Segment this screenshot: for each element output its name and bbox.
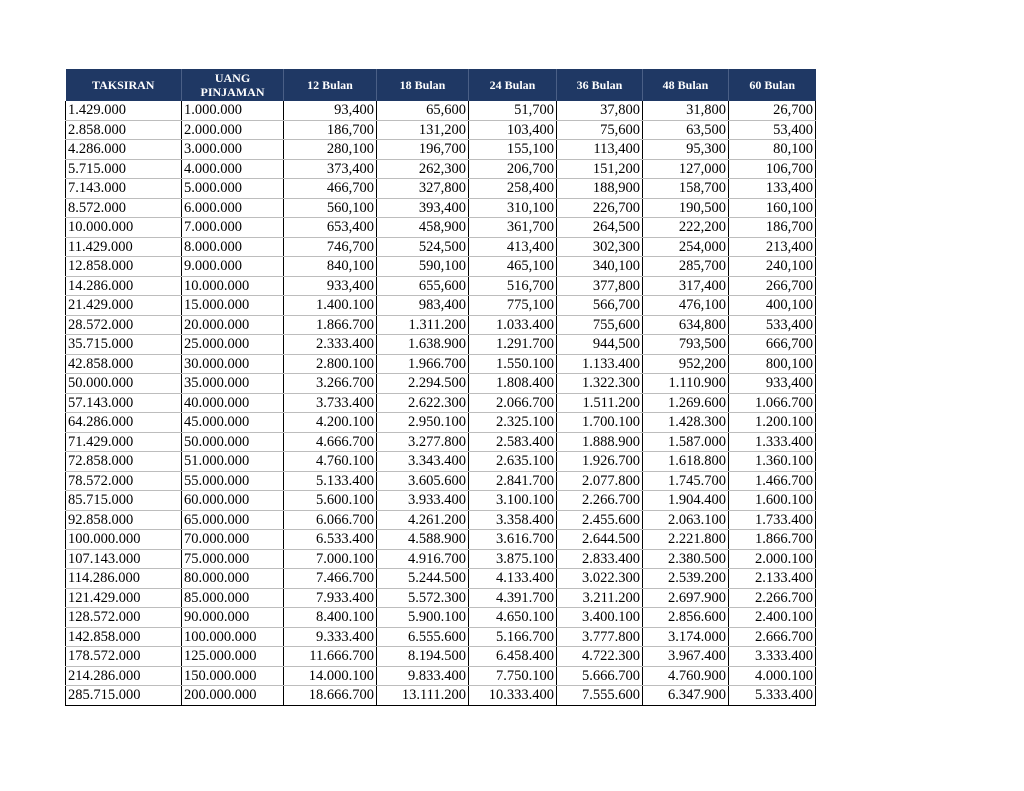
table-row <box>66 159 816 179</box>
cell-48-bulan: 2.539.200 <box>643 569 729 589</box>
table-row <box>66 510 816 530</box>
cell-48-bulan: 190,500 <box>643 198 729 218</box>
header-taksiran: TAKSIRAN <box>66 69 182 101</box>
cell-12-bulan: 2.800.100 <box>284 354 377 374</box>
cell-48-bulan: 2.221.800 <box>643 530 729 550</box>
cell-24-bulan: 1.808.400 <box>469 374 557 394</box>
cell-18-bulan: 196,700 <box>377 140 469 160</box>
cell-60-bulan: 266,700 <box>729 276 816 296</box>
cell-taksiran: 78.572.000 <box>66 471 182 491</box>
cell-24-bulan: 2.841.700 <box>469 471 557 491</box>
cell-12-bulan: 373,400 <box>284 159 377 179</box>
cell-48-bulan: 2.063.100 <box>643 510 729 530</box>
cell-60-bulan: 533,400 <box>729 315 816 335</box>
cell-60-bulan: 800,100 <box>729 354 816 374</box>
cell-taksiran: 21.429.000 <box>66 296 182 316</box>
cell-60-bulan: 133,400 <box>729 179 816 199</box>
cell-48-bulan: 1.428.300 <box>643 413 729 433</box>
cell-48-bulan: 158,700 <box>643 179 729 199</box>
cell-48-bulan: 285,700 <box>643 257 729 277</box>
table-row <box>66 569 816 589</box>
cell-60-bulan: 160,100 <box>729 198 816 218</box>
cell-24-bulan: 10.333.400 <box>469 686 557 706</box>
cell-60-bulan: 933,400 <box>729 374 816 394</box>
cell-24-bulan: 155,100 <box>469 140 557 160</box>
table-row <box>66 491 816 511</box>
cell-60-bulan: 2.133.400 <box>729 569 816 589</box>
cell-48-bulan: 1.618.800 <box>643 452 729 472</box>
cell-18-bulan: 1.966.700 <box>377 354 469 374</box>
cell-taksiran: 92.858.000 <box>66 510 182 530</box>
cell-24-bulan: 361,700 <box>469 218 557 238</box>
table-row <box>66 354 816 374</box>
cell-60-bulan: 2.000.100 <box>729 549 816 569</box>
table-row <box>66 198 816 218</box>
cell-24-bulan: 2.066.700 <box>469 393 557 413</box>
cell-24-bulan: 3.875.100 <box>469 549 557 569</box>
table-row <box>66 452 816 472</box>
cell-12-bulan: 7.466.700 <box>284 569 377 589</box>
table-row <box>66 257 816 277</box>
table-row <box>66 101 816 120</box>
table-row <box>66 315 816 335</box>
cell-60-bulan: 666,700 <box>729 335 816 355</box>
cell-uang-pinjaman: 100.000.000 <box>182 627 284 647</box>
cell-uang-pinjaman: 6.000.000 <box>182 198 284 218</box>
cell-36-bulan: 302,300 <box>557 237 643 257</box>
cell-12-bulan: 746,700 <box>284 237 377 257</box>
cell-18-bulan: 5.244.500 <box>377 569 469 589</box>
cell-18-bulan: 9.833.400 <box>377 666 469 686</box>
cell-taksiran: 10.000.000 <box>66 218 182 238</box>
cell-taksiran: 107.143.000 <box>66 549 182 569</box>
cell-36-bulan: 2.833.400 <box>557 549 643 569</box>
cell-12-bulan: 653,400 <box>284 218 377 238</box>
cell-taksiran: 14.286.000 <box>66 276 182 296</box>
cell-taksiran: 8.572.000 <box>66 198 182 218</box>
cell-uang-pinjaman: 90.000.000 <box>182 608 284 628</box>
cell-12-bulan: 9.333.400 <box>284 627 377 647</box>
cell-18-bulan: 2.294.500 <box>377 374 469 394</box>
cell-uang-pinjaman: 70.000.000 <box>182 530 284 550</box>
table-row <box>66 296 816 316</box>
header-60-bulan: 60 Bulan <box>729 69 816 101</box>
cell-24-bulan: 258,400 <box>469 179 557 199</box>
cell-24-bulan: 4.133.400 <box>469 569 557 589</box>
cell-18-bulan: 1.638.900 <box>377 335 469 355</box>
cell-48-bulan: 31,800 <box>643 101 729 120</box>
cell-36-bulan: 75,600 <box>557 120 643 140</box>
cell-36-bulan: 3.777.800 <box>557 627 643 647</box>
cell-taksiran: 142.858.000 <box>66 627 182 647</box>
cell-24-bulan: 516,700 <box>469 276 557 296</box>
table-row <box>66 237 816 257</box>
cell-48-bulan: 4.760.900 <box>643 666 729 686</box>
cell-48-bulan: 476,100 <box>643 296 729 316</box>
table-row <box>66 647 816 667</box>
cell-taksiran: 178.572.000 <box>66 647 182 667</box>
cell-60-bulan: 186,700 <box>729 218 816 238</box>
table-row <box>66 374 816 394</box>
cell-60-bulan: 1.333.400 <box>729 432 816 452</box>
table-row <box>66 627 816 647</box>
cell-24-bulan: 206,700 <box>469 159 557 179</box>
cell-60-bulan: 213,400 <box>729 237 816 257</box>
cell-uang-pinjaman: 80.000.000 <box>182 569 284 589</box>
cell-60-bulan: 1.360.100 <box>729 452 816 472</box>
cell-36-bulan: 1.511.200 <box>557 393 643 413</box>
cell-taksiran: 72.858.000 <box>66 452 182 472</box>
cell-12-bulan: 6.533.400 <box>284 530 377 550</box>
header-row <box>66 69 816 101</box>
cell-36-bulan: 1.888.900 <box>557 432 643 452</box>
table-row <box>66 686 816 706</box>
cell-24-bulan: 2.635.100 <box>469 452 557 472</box>
cell-36-bulan: 377,800 <box>557 276 643 296</box>
cell-taksiran: 4.286.000 <box>66 140 182 160</box>
cell-24-bulan: 465,100 <box>469 257 557 277</box>
table-row <box>66 218 816 238</box>
cell-60-bulan: 400,100 <box>729 296 816 316</box>
cell-36-bulan: 1.322.300 <box>557 374 643 394</box>
cell-48-bulan: 952,200 <box>643 354 729 374</box>
cell-60-bulan: 1.200.100 <box>729 413 816 433</box>
cell-36-bulan: 264,500 <box>557 218 643 238</box>
cell-taksiran: 1.429.000 <box>66 101 182 120</box>
cell-24-bulan: 51,700 <box>469 101 557 120</box>
cell-60-bulan: 4.000.100 <box>729 666 816 686</box>
cell-48-bulan: 3.967.400 <box>643 647 729 667</box>
cell-36-bulan: 3.022.300 <box>557 569 643 589</box>
cell-12-bulan: 4.666.700 <box>284 432 377 452</box>
cell-uang-pinjaman: 35.000.000 <box>182 374 284 394</box>
cell-12-bulan: 5.600.100 <box>284 491 377 511</box>
cell-36-bulan: 226,700 <box>557 198 643 218</box>
cell-taksiran: 50.000.000 <box>66 374 182 394</box>
cell-24-bulan: 103,400 <box>469 120 557 140</box>
cell-12-bulan: 1.400.100 <box>284 296 377 316</box>
cell-12-bulan: 18.666.700 <box>284 686 377 706</box>
cell-taksiran: 100.000.000 <box>66 530 182 550</box>
cell-18-bulan: 1.311.200 <box>377 315 469 335</box>
cell-18-bulan: 590,100 <box>377 257 469 277</box>
cell-36-bulan: 2.266.700 <box>557 491 643 511</box>
cell-18-bulan: 4.261.200 <box>377 510 469 530</box>
cell-taksiran: 7.143.000 <box>66 179 182 199</box>
cell-12-bulan: 280,100 <box>284 140 377 160</box>
header-uang-pinjaman: UANG PINJAMAN <box>182 69 284 101</box>
header-36-bulan: 36 Bulan <box>557 69 643 101</box>
cell-uang-pinjaman: 60.000.000 <box>182 491 284 511</box>
table-row <box>66 393 816 413</box>
cell-36-bulan: 2.455.600 <box>557 510 643 530</box>
cell-12-bulan: 186,700 <box>284 120 377 140</box>
cell-18-bulan: 3.933.400 <box>377 491 469 511</box>
cell-18-bulan: 655,600 <box>377 276 469 296</box>
cell-12-bulan: 3.266.700 <box>284 374 377 394</box>
cell-36-bulan: 2.644.500 <box>557 530 643 550</box>
cell-36-bulan: 5.666.700 <box>557 666 643 686</box>
cell-36-bulan: 7.555.600 <box>557 686 643 706</box>
cell-12-bulan: 6.066.700 <box>284 510 377 530</box>
cell-36-bulan: 755,600 <box>557 315 643 335</box>
cell-36-bulan: 1.700.100 <box>557 413 643 433</box>
cell-24-bulan: 775,100 <box>469 296 557 316</box>
cell-12-bulan: 2.333.400 <box>284 335 377 355</box>
cell-18-bulan: 327,800 <box>377 179 469 199</box>
cell-taksiran: 5.715.000 <box>66 159 182 179</box>
cell-uang-pinjaman: 3.000.000 <box>182 140 284 160</box>
cell-18-bulan: 262,300 <box>377 159 469 179</box>
cell-uang-pinjaman: 15.000.000 <box>182 296 284 316</box>
cell-12-bulan: 93,400 <box>284 101 377 120</box>
cell-36-bulan: 37,800 <box>557 101 643 120</box>
cell-24-bulan: 3.616.700 <box>469 530 557 550</box>
cell-24-bulan: 6.458.400 <box>469 647 557 667</box>
cell-12-bulan: 1.866.700 <box>284 315 377 335</box>
cell-48-bulan: 793,500 <box>643 335 729 355</box>
cell-uang-pinjaman: 75.000.000 <box>182 549 284 569</box>
cell-taksiran: 12.858.000 <box>66 257 182 277</box>
cell-48-bulan: 317,400 <box>643 276 729 296</box>
table-row <box>66 335 816 355</box>
cell-taksiran: 35.715.000 <box>66 335 182 355</box>
cell-18-bulan: 3.343.400 <box>377 452 469 472</box>
cell-60-bulan: 26,700 <box>729 101 816 120</box>
cell-24-bulan: 2.583.400 <box>469 432 557 452</box>
cell-60-bulan: 240,100 <box>729 257 816 277</box>
cell-uang-pinjaman: 55.000.000 <box>182 471 284 491</box>
cell-taksiran: 57.143.000 <box>66 393 182 413</box>
cell-24-bulan: 1.550.100 <box>469 354 557 374</box>
cell-48-bulan: 634,800 <box>643 315 729 335</box>
cell-24-bulan: 4.391.700 <box>469 588 557 608</box>
loan-sheet <box>65 69 816 706</box>
cell-uang-pinjaman: 20.000.000 <box>182 315 284 335</box>
cell-36-bulan: 188,900 <box>557 179 643 199</box>
cell-12-bulan: 4.200.100 <box>284 413 377 433</box>
table-row <box>66 666 816 686</box>
cell-48-bulan: 1.587.000 <box>643 432 729 452</box>
cell-uang-pinjaman: 125.000.000 <box>182 647 284 667</box>
cell-12-bulan: 11.666.700 <box>284 647 377 667</box>
cell-60-bulan: 2.666.700 <box>729 627 816 647</box>
cell-60-bulan: 53,400 <box>729 120 816 140</box>
cell-60-bulan: 2.400.100 <box>729 608 816 628</box>
cell-18-bulan: 65,600 <box>377 101 469 120</box>
cell-24-bulan: 5.166.700 <box>469 627 557 647</box>
cell-uang-pinjaman: 8.000.000 <box>182 237 284 257</box>
cell-24-bulan: 4.650.100 <box>469 608 557 628</box>
table-row <box>66 471 816 491</box>
cell-taksiran: 71.429.000 <box>66 432 182 452</box>
cell-12-bulan: 933,400 <box>284 276 377 296</box>
cell-taksiran: 85.715.000 <box>66 491 182 511</box>
cell-uang-pinjaman: 150.000.000 <box>182 666 284 686</box>
cell-12-bulan: 840,100 <box>284 257 377 277</box>
cell-taksiran: 42.858.000 <box>66 354 182 374</box>
cell-60-bulan: 5.333.400 <box>729 686 816 706</box>
header-48-bulan: 48 Bulan <box>643 69 729 101</box>
cell-48-bulan: 1.110.900 <box>643 374 729 394</box>
cell-60-bulan: 80,100 <box>729 140 816 160</box>
cell-18-bulan: 6.555.600 <box>377 627 469 647</box>
cell-12-bulan: 8.400.100 <box>284 608 377 628</box>
cell-36-bulan: 3.211.200 <box>557 588 643 608</box>
cell-24-bulan: 1.033.400 <box>469 315 557 335</box>
cell-uang-pinjaman: 2.000.000 <box>182 120 284 140</box>
cell-60-bulan: 3.333.400 <box>729 647 816 667</box>
cell-60-bulan: 1.066.700 <box>729 393 816 413</box>
cell-taksiran: 28.572.000 <box>66 315 182 335</box>
cell-48-bulan: 1.745.700 <box>643 471 729 491</box>
cell-uang-pinjaman: 51.000.000 <box>182 452 284 472</box>
cell-36-bulan: 340,100 <box>557 257 643 277</box>
table-body <box>66 101 816 705</box>
cell-uang-pinjaman: 30.000.000 <box>182 354 284 374</box>
cell-12-bulan: 5.133.400 <box>284 471 377 491</box>
cell-48-bulan: 2.697.900 <box>643 588 729 608</box>
cell-24-bulan: 3.358.400 <box>469 510 557 530</box>
cell-12-bulan: 7.000.100 <box>284 549 377 569</box>
cell-18-bulan: 2.622.300 <box>377 393 469 413</box>
cell-18-bulan: 131,200 <box>377 120 469 140</box>
cell-60-bulan: 1.466.700 <box>729 471 816 491</box>
cell-uang-pinjaman: 7.000.000 <box>182 218 284 238</box>
cell-36-bulan: 4.722.300 <box>557 647 643 667</box>
cell-36-bulan: 566,700 <box>557 296 643 316</box>
table-row <box>66 276 816 296</box>
cell-24-bulan: 1.291.700 <box>469 335 557 355</box>
header-24-bulan: 24 Bulan <box>469 69 557 101</box>
table-row <box>66 413 816 433</box>
cell-12-bulan: 466,700 <box>284 179 377 199</box>
cell-18-bulan: 2.950.100 <box>377 413 469 433</box>
cell-18-bulan: 13.111.200 <box>377 686 469 706</box>
cell-uang-pinjaman: 85.000.000 <box>182 588 284 608</box>
cell-24-bulan: 310,100 <box>469 198 557 218</box>
cell-48-bulan: 95,300 <box>643 140 729 160</box>
cell-taksiran: 64.286.000 <box>66 413 182 433</box>
cell-uang-pinjaman: 9.000.000 <box>182 257 284 277</box>
cell-48-bulan: 254,000 <box>643 237 729 257</box>
cell-48-bulan: 3.174.000 <box>643 627 729 647</box>
cell-18-bulan: 4.916.700 <box>377 549 469 569</box>
cell-36-bulan: 151,200 <box>557 159 643 179</box>
table-row <box>66 432 816 452</box>
cell-12-bulan: 14.000.100 <box>284 666 377 686</box>
cell-taksiran: 114.286.000 <box>66 569 182 589</box>
cell-18-bulan: 3.605.600 <box>377 471 469 491</box>
cell-taksiran: 2.858.000 <box>66 120 182 140</box>
cell-uang-pinjaman: 25.000.000 <box>182 335 284 355</box>
cell-36-bulan: 1.133.400 <box>557 354 643 374</box>
cell-60-bulan: 2.266.700 <box>729 588 816 608</box>
cell-uang-pinjaman: 40.000.000 <box>182 393 284 413</box>
table-row <box>66 140 816 160</box>
cell-48-bulan: 1.269.600 <box>643 393 729 413</box>
cell-taksiran: 11.429.000 <box>66 237 182 257</box>
cell-18-bulan: 3.277.800 <box>377 432 469 452</box>
header-18-bulan: 18 Bulan <box>377 69 469 101</box>
cell-48-bulan: 222,200 <box>643 218 729 238</box>
cell-12-bulan: 3.733.400 <box>284 393 377 413</box>
cell-48-bulan: 127,000 <box>643 159 729 179</box>
cell-18-bulan: 458,900 <box>377 218 469 238</box>
cell-18-bulan: 4.588.900 <box>377 530 469 550</box>
header-12-bulan: 12 Bulan <box>284 69 377 101</box>
table-row <box>66 608 816 628</box>
cell-36-bulan: 113,400 <box>557 140 643 160</box>
table-row <box>66 120 816 140</box>
cell-48-bulan: 2.856.600 <box>643 608 729 628</box>
cell-taksiran: 214.286.000 <box>66 666 182 686</box>
cell-36-bulan: 2.077.800 <box>557 471 643 491</box>
cell-taksiran: 121.429.000 <box>66 588 182 608</box>
cell-48-bulan: 63,500 <box>643 120 729 140</box>
cell-48-bulan: 1.904.400 <box>643 491 729 511</box>
cell-taksiran: 128.572.000 <box>66 608 182 628</box>
table-header <box>66 69 816 101</box>
cell-uang-pinjaman: 45.000.000 <box>182 413 284 433</box>
cell-60-bulan: 1.866.700 <box>729 530 816 550</box>
cell-18-bulan: 8.194.500 <box>377 647 469 667</box>
cell-60-bulan: 1.733.400 <box>729 510 816 530</box>
cell-uang-pinjaman: 1.000.000 <box>182 101 284 120</box>
cell-uang-pinjaman: 5.000.000 <box>182 179 284 199</box>
cell-36-bulan: 3.400.100 <box>557 608 643 628</box>
cell-24-bulan: 7.750.100 <box>469 666 557 686</box>
cell-60-bulan: 1.600.100 <box>729 491 816 511</box>
cell-18-bulan: 524,500 <box>377 237 469 257</box>
cell-12-bulan: 560,100 <box>284 198 377 218</box>
cell-12-bulan: 4.760.100 <box>284 452 377 472</box>
cell-24-bulan: 3.100.100 <box>469 491 557 511</box>
cell-48-bulan: 2.380.500 <box>643 549 729 569</box>
cell-48-bulan: 6.347.900 <box>643 686 729 706</box>
cell-36-bulan: 1.926.700 <box>557 452 643 472</box>
cell-12-bulan: 7.933.400 <box>284 588 377 608</box>
cell-24-bulan: 413,400 <box>469 237 557 257</box>
cell-18-bulan: 983,400 <box>377 296 469 316</box>
cell-36-bulan: 944,500 <box>557 335 643 355</box>
cell-uang-pinjaman: 50.000.000 <box>182 432 284 452</box>
cell-60-bulan: 106,700 <box>729 159 816 179</box>
cell-uang-pinjaman: 65.000.000 <box>182 510 284 530</box>
cell-uang-pinjaman: 10.000.000 <box>182 276 284 296</box>
table-row <box>66 549 816 569</box>
cell-18-bulan: 5.900.100 <box>377 608 469 628</box>
cell-18-bulan: 5.572.300 <box>377 588 469 608</box>
cell-24-bulan: 2.325.100 <box>469 413 557 433</box>
table-row <box>66 588 816 608</box>
cell-uang-pinjaman: 200.000.000 <box>182 686 284 706</box>
table-row <box>66 179 816 199</box>
loan-installment-table <box>65 69 816 706</box>
cell-uang-pinjaman: 4.000.000 <box>182 159 284 179</box>
table-row <box>66 530 816 550</box>
cell-18-bulan: 393,400 <box>377 198 469 218</box>
cell-taksiran: 285.715.000 <box>66 686 182 706</box>
